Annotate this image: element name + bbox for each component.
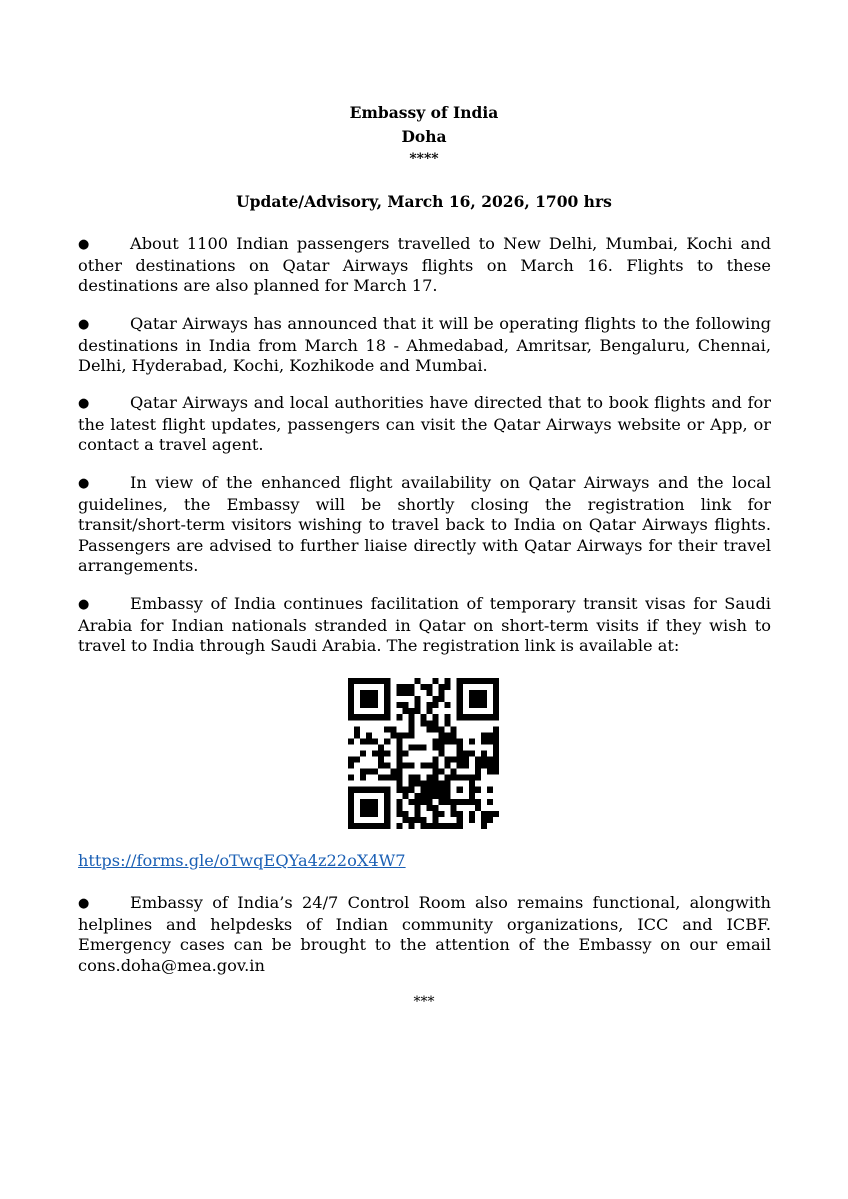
paragraph-booking: [78, 393, 771, 456]
embassy-city: Doha: [401, 127, 447, 146]
paragraph-destinations: [78, 314, 771, 377]
paragraph-text: About 1100 Indian passengers travelled to New Delhi, Mumbai, Kochi and other destinations on Qatar Airways flights on March 16. Flights to these destinations are also planned for March 17.: [78, 234, 771, 295]
paragraph-text: In view of the enhanced flight availability on Qatar Airways and the local guidelines, the Embassy will be shortly closing the registration link for transit/short-term visitors wishing to travel back to India on Qatar Airways flights. Passengers are advised to further liaise directly with Qatar Airways for their travel arrangements.: [78, 473, 771, 575]
footer-separator: ***: [413, 994, 435, 1010]
paragraph-text: Qatar Airways and local authorities have directed that to book flights and for the latest flight updates, passengers can visit the Qatar Airways website or App, or contact a travel agent.: [78, 393, 771, 454]
paragraph-passengers: [78, 234, 771, 297]
bullet-icon: ●: [78, 396, 90, 411]
paragraph-registration-closing: [78, 473, 771, 577]
paragraph-text: Qatar Airways has announced that it will be operating flights to the following destinations in India from March 18 - Ahmedabad, Amritsar, Bengaluru, Chennai, Delhi, Hyderabad, Kochi, Kozhikode and Mumbai.: [78, 314, 771, 375]
paragraph-saudi-transit: [78, 594, 771, 657]
header-separator: ****: [409, 151, 439, 167]
paragraph-control-room: [78, 893, 771, 976]
qr-code-image: [348, 678, 499, 829]
embassy-title: Embassy of India: [349, 103, 499, 122]
bullet-icon: ●: [78, 237, 90, 252]
bullet-icon: ●: [78, 597, 90, 612]
bullet-icon: ●: [78, 896, 90, 911]
paragraph-text: Embassy of India’s 24/7 Control Room also remains functional, alongwith helplines and helpdesks of Indian community organizations, ICC and ICBF. Emergency cases can be brought to the attention of the Embassy on our email cons.doha@mea.gov.in: [78, 893, 771, 975]
bullet-icon: ●: [78, 317, 90, 332]
advisory-heading: Update/Advisory, March 16, 2026, 1700 hrs: [236, 192, 612, 211]
bullet-icon: ●: [78, 476, 90, 491]
registration-link[interactable]: https://forms.gle/oTwqEQYa4z22oX4W7: [78, 851, 406, 870]
paragraph-text: Embassy of India continues facilitation of temporary transit visas for Saudi Arabia for Indian nationals stranded in Qatar on short-term visits if they wish to travel to India through Saudi Arabia. The registration link is available at:: [78, 594, 771, 655]
